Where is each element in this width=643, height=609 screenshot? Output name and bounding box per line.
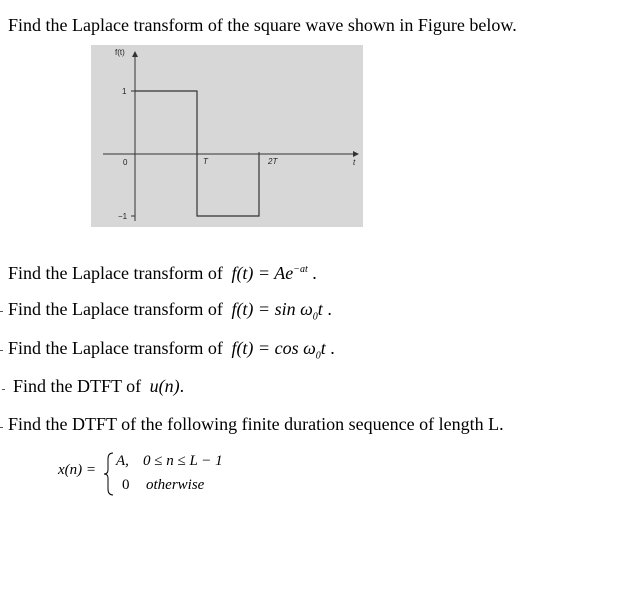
x-axis-label: t xyxy=(353,158,356,167)
question-2-tail: . xyxy=(312,263,317,283)
question-1 xyxy=(8,14,517,36)
question-3-sub: 0 xyxy=(312,311,318,323)
piecewise-case1-cond: 0 ≤ n ≤ L − 1 xyxy=(143,453,223,469)
question-3-text: Find the Laplace transform of xyxy=(8,299,223,319)
question-6 xyxy=(8,413,504,435)
x-tick-label-2T: 2T xyxy=(268,157,278,166)
y-tick-label-1: 1 xyxy=(122,87,127,96)
y-axis-label: f(t) xyxy=(115,48,125,57)
list-marker xyxy=(2,389,5,390)
question-3 xyxy=(8,298,332,329)
question-4-text: Find the Laplace transform of xyxy=(8,338,223,358)
piecewise-case2-value: 0 xyxy=(122,477,130,493)
question-1-text: Find the Laplace transform of the square wave shown in Figure below. xyxy=(8,15,517,35)
question-5-text: Find the DTFT of xyxy=(13,376,142,396)
piecewise-lhs: x(n) = xyxy=(58,462,97,478)
question-2 xyxy=(8,259,317,284)
question-3-tail: . xyxy=(327,299,332,319)
question-2-math: f(t) = Ae xyxy=(231,263,294,283)
piecewise-brace xyxy=(102,451,116,497)
question-2-sup: −at xyxy=(293,264,308,275)
question-4-tail: . xyxy=(330,338,335,358)
question-4-math2: t xyxy=(320,338,326,358)
question-6-text: Find the DTFT of the following finite duration sequence of length L. xyxy=(8,414,504,434)
list-marker xyxy=(0,427,3,428)
question-2-text: Find the Laplace transform of xyxy=(8,263,223,283)
question-4 xyxy=(8,337,335,368)
list-marker xyxy=(0,311,3,312)
list-marker xyxy=(0,350,3,351)
question-3-math2: t xyxy=(317,299,323,319)
question-5-math: u(n) xyxy=(149,376,180,396)
question-4-sub: 0 xyxy=(315,350,321,362)
square-wave-plot xyxy=(91,45,363,227)
x-axis-arrow xyxy=(353,151,359,157)
question-5-tail: . xyxy=(179,376,185,396)
question-4-math: f(t) = cos ω xyxy=(231,338,316,358)
question-5 xyxy=(13,375,184,397)
piecewise-case1-value: A, xyxy=(116,453,129,469)
question-3-math: f(t) = sin ω xyxy=(231,299,313,319)
y-axis-arrow xyxy=(132,51,138,57)
square-wave-figure xyxy=(91,45,363,227)
y-tick-label-neg1: −1 xyxy=(118,212,128,221)
y-tick-label-0: 0 xyxy=(123,158,128,167)
piecewise-case2-cond: otherwise xyxy=(146,477,205,493)
x-tick-label-T: T xyxy=(203,157,208,166)
